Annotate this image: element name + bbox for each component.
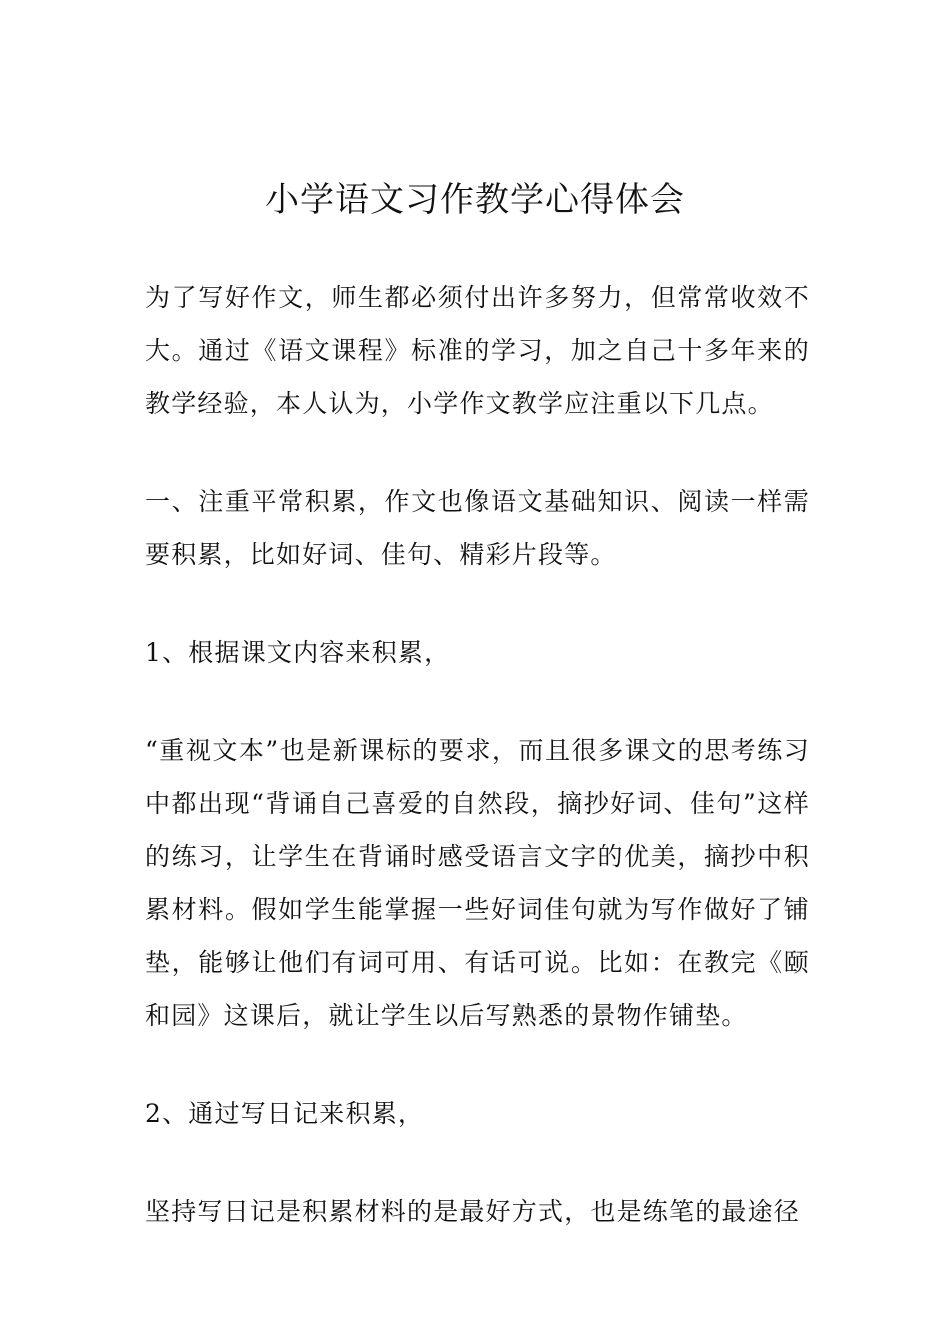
paragraph-item-two-detail: 坚持写日记是积累材料的是最好方式，也是练笔的最途径 <box>145 1197 801 1226</box>
document-body <box>145 271 810 1238</box>
document-title: 小学语文习作教学心得体会 <box>265 180 685 220</box>
paragraph-gap <box>145 679 810 724</box>
paragraph-gap <box>145 430 810 475</box>
paragraph-item-one-detail: “重视文本”也是新课标的要求，而且很多课文的思考练习中都出现“背诵自己喜爱的自然段，摘抄好词、佳句”这样的练习，让学生在背诵时感受语言文字的优美，摘抄中积累材料。假如学生能掌握一些好词佳句就为写作做好了铺垫，能够让他们有词可用、有话可说。比如：在教完《颐和园》这课后，就让学生以后写熟悉的景物作铺垫。 <box>145 736 810 1030</box>
paragraph-section-one: 一、注重平常积累，作文也像语文基础知识、阅读一样需要积累，比如好词、佳句、精彩片段等。 <box>145 487 810 569</box>
paragraph-gap <box>145 581 810 626</box>
paragraph-item-two: 2、通过写日记来积累， <box>145 1099 425 1128</box>
paragraph-intro: 为了写好作文，师生都必须付出许多努力，但常常收效不大。通过《语文课程》标准的学习，加之自己十多年来的教学经验，本人认为，小学作文教学应注重以下几点。 <box>145 283 810 418</box>
paragraph-gap <box>145 1140 810 1185</box>
paragraph-gap <box>145 1042 810 1087</box>
paragraph-item-one: 1、根据课文内容来积累， <box>145 638 451 667</box>
